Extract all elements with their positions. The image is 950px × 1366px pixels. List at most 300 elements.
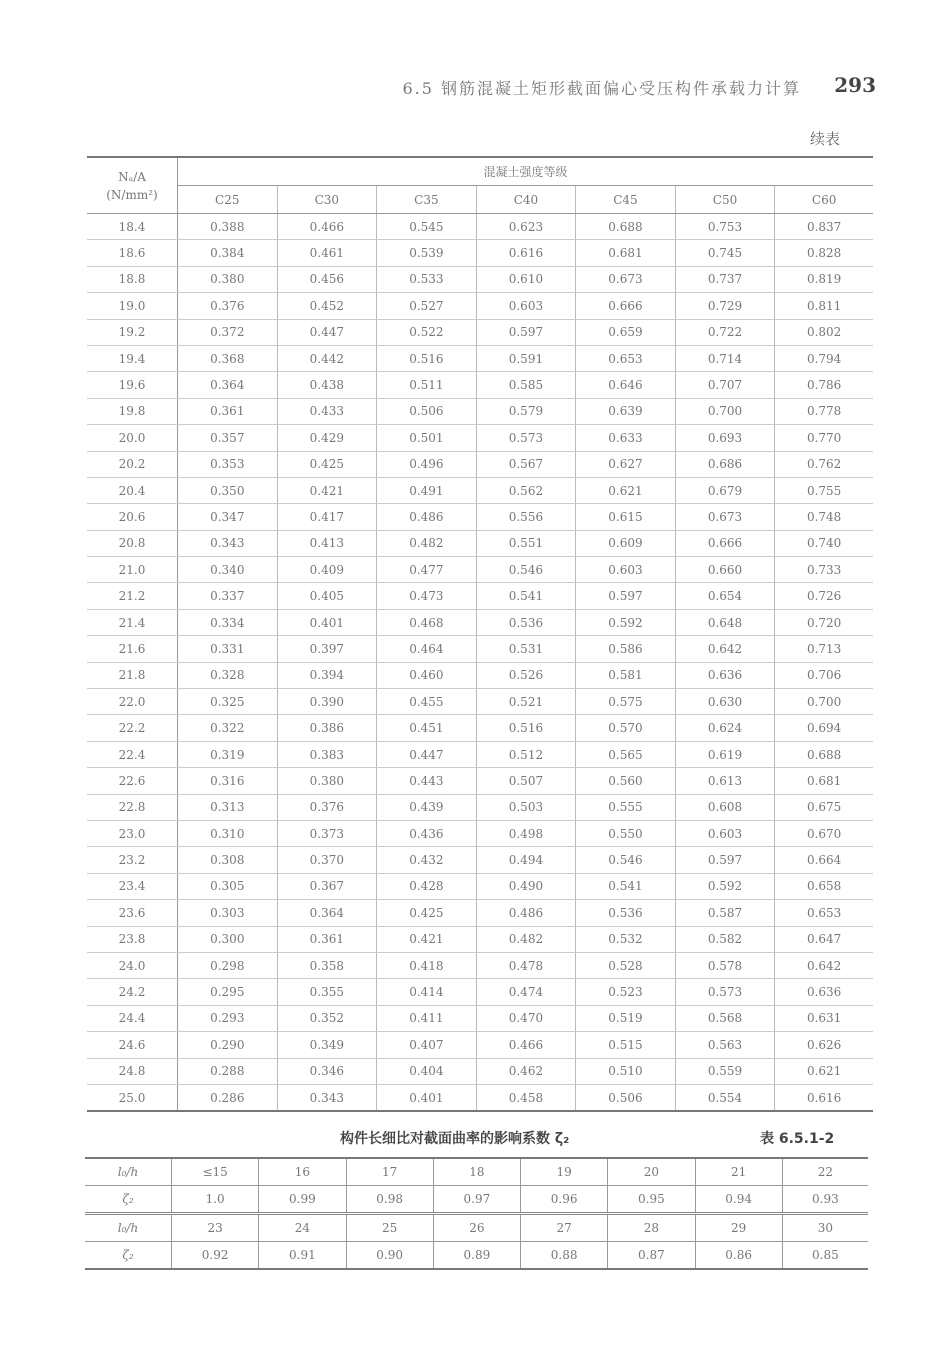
value-cell: 0.670 [775,820,873,846]
value-cell: 0.343 [178,530,278,556]
value-cell: 0.700 [775,689,873,715]
value-cell: 0.546 [576,847,676,873]
value-cell: 0.490 [476,873,576,899]
value-cell: 0.613 [675,768,775,794]
value-cell: 0.621 [576,477,676,503]
table-row [87,820,873,846]
value-cell: 0.337 [178,583,278,609]
value-cell: 0.659 [576,319,676,345]
value-cell: 0.585 [476,372,576,398]
value-cell: 0.541 [476,583,576,609]
value-cell: 0.461 [277,240,377,266]
value-cell: 0.541 [576,873,676,899]
value-cell: 0.290 [178,1032,278,1058]
value-cell: 0.639 [576,398,676,424]
zeta-row-label-cell: ζ₂ [85,1186,172,1214]
value-cell: 0.384 [178,240,278,266]
value-cell: 0.486 [476,900,576,926]
value-cell: 0.586 [576,636,676,662]
continued-label: 续表 [810,130,841,148]
table-row [87,451,873,477]
value-cell: 0.579 [476,398,576,424]
value-cell: 0.713 [775,636,873,662]
value-cell: 0.624 [675,715,775,741]
table-row [87,741,873,767]
value-cell: 0.581 [576,662,676,688]
table-row [87,979,873,1005]
value-cell: 0.675 [775,794,873,820]
zeta-value-cell: 25 [346,1214,433,1242]
value-cell: 0.565 [576,741,676,767]
value-cell: 0.531 [476,636,576,662]
table-row [87,900,873,926]
value-cell: 0.592 [675,873,775,899]
value-cell: 0.748 [775,504,873,530]
value-cell: 0.404 [377,1058,477,1084]
value-cell: 0.383 [277,741,377,767]
value-cell: 0.503 [476,794,576,820]
row-label-cell: 20.0 [87,425,178,451]
value-cell: 0.526 [476,662,576,688]
stress-coefficient-table [87,156,873,1112]
value-cell: 0.414 [377,979,477,1005]
value-cell: 0.555 [576,794,676,820]
value-cell: 0.694 [775,715,873,741]
row-label-cell: 23.4 [87,873,178,899]
zeta-row-label-cell: ζ₂ [122,1248,134,1262]
value-cell: 0.522 [377,319,477,345]
value-cell: 0.380 [277,768,377,794]
zeta-value-cell: 18 [433,1158,520,1186]
value-cell: 0.478 [476,952,576,978]
value-cell: 0.380 [178,266,278,292]
zeta-value-cell: 0.97 [433,1186,520,1214]
zeta-value-cell: ≤15 [172,1158,259,1186]
value-cell: 0.688 [576,214,676,240]
value-cell: 0.591 [476,345,576,371]
zeta-value-cell: 22 [782,1158,868,1186]
row-label-cell: 20.4 [87,477,178,503]
value-cell: 0.394 [277,662,377,688]
table-row [87,609,873,635]
value-cell: 0.349 [277,1032,377,1058]
zeta-table-row [85,1214,868,1242]
value-cell: 0.630 [675,689,775,715]
table-row [87,345,873,371]
value-cell: 0.310 [178,820,278,846]
value-cell: 0.397 [277,636,377,662]
value-cell: 0.545 [377,214,477,240]
value-cell: 0.664 [775,847,873,873]
table-row [87,952,873,978]
value-cell: 0.755 [775,477,873,503]
value-cell: 0.293 [178,1005,278,1031]
value-cell: 0.432 [377,847,477,873]
table-row [87,662,873,688]
column-header: C50 [675,186,775,214]
zeta-value-cell: 0.89 [433,1242,520,1270]
value-cell: 0.436 [377,820,477,846]
zeta-value-cell: 0.91 [259,1242,346,1270]
table-row [87,372,873,398]
zeta-value-cell: 24 [259,1214,346,1242]
value-cell: 0.794 [775,345,873,371]
row-label-cell: 19.6 [87,372,178,398]
value-cell: 0.319 [178,741,278,767]
value-cell: 0.573 [476,425,576,451]
row-label-cell: 21.2 [87,583,178,609]
value-cell: 0.466 [277,214,377,240]
row-label-cell: 24.0 [87,952,178,978]
table-row [87,636,873,662]
value-cell: 0.610 [476,266,576,292]
value-cell: 0.364 [277,900,377,926]
value-cell: 0.616 [476,240,576,266]
value-cell: 0.295 [178,979,278,1005]
value-cell: 0.498 [476,820,576,846]
value-cell: 0.305 [178,873,278,899]
value-cell: 0.570 [576,715,676,741]
zeta-value-cell: 0.96 [521,1186,608,1214]
value-cell: 0.550 [576,820,676,846]
value-cell: 0.386 [277,715,377,741]
value-cell: 0.494 [476,847,576,873]
value-cell: 0.477 [377,557,477,583]
value-cell: 0.616 [775,1084,873,1111]
value-cell: 0.786 [775,372,873,398]
value-cell: 0.707 [675,372,775,398]
value-cell: 0.516 [377,345,477,371]
value-cell: 0.666 [576,293,676,319]
value-cell: 0.559 [675,1058,775,1084]
value-cell: 0.753 [675,214,775,240]
value-cell: 0.340 [178,557,278,583]
value-cell: 0.456 [277,266,377,292]
table-row [87,557,873,583]
value-cell: 0.623 [476,214,576,240]
slenderness-coefficient-table [85,1157,868,1270]
value-cell: 0.486 [377,504,477,530]
value-cell: 0.536 [476,609,576,635]
zeta-value-cell: 0.94 [695,1186,782,1214]
value-cell: 0.597 [576,583,676,609]
table-row [87,1058,873,1084]
value-cell: 0.482 [476,926,576,952]
table-row [87,530,873,556]
table-row [87,1084,873,1111]
value-cell: 0.762 [775,451,873,477]
value-cell: 0.353 [178,451,278,477]
value-cell: 0.438 [277,372,377,398]
row-label-cell: 23.8 [87,926,178,952]
zeta-value-cell: 29 [695,1214,782,1242]
value-cell: 0.567 [476,451,576,477]
value-cell: 0.358 [277,952,377,978]
value-cell: 0.452 [277,293,377,319]
value-cell: 0.681 [576,240,676,266]
value-cell: 0.468 [377,609,477,635]
running-header [0,73,876,102]
value-cell: 0.533 [377,266,477,292]
value-cell: 0.608 [675,794,775,820]
value-cell: 0.621 [775,1058,873,1084]
value-cell: 0.536 [576,900,676,926]
row-label-cell: 23.0 [87,820,178,846]
value-cell: 0.658 [775,873,873,899]
value-cell: 0.737 [675,266,775,292]
value-cell: 0.563 [675,1032,775,1058]
table-row [87,794,873,820]
value-cell: 0.482 [377,530,477,556]
value-cell: 0.464 [377,636,477,662]
value-cell: 0.368 [178,345,278,371]
value-cell: 0.439 [377,794,477,820]
row-label-cell: 19.4 [87,345,178,371]
zeta-row-label-cell: l₀/h [85,1214,172,1242]
table-number: 表 6.5.1-2 [760,1131,835,1147]
value-cell: 0.325 [178,689,278,715]
value-cell: 0.501 [377,425,477,451]
value-cell: 0.443 [377,768,477,794]
value-cell: 0.357 [178,425,278,451]
zeta-row-label-cell: l₀/h [85,1158,172,1186]
value-cell: 0.491 [377,477,477,503]
value-cell: 0.462 [476,1058,576,1084]
value-cell: 0.729 [675,293,775,319]
value-cell: 0.308 [178,847,278,873]
column-header: C40 [476,186,576,214]
row-label-cell: 18.4 [87,214,178,240]
value-cell: 0.322 [178,715,278,741]
value-cell: 0.442 [277,345,377,371]
value-cell: 0.417 [277,504,377,530]
row-label-cell: 21.4 [87,609,178,635]
value-cell: 0.409 [277,557,377,583]
value-cell: 0.603 [576,557,676,583]
zeta-table-row [85,1158,868,1186]
value-cell: 0.346 [277,1058,377,1084]
value-cell: 0.418 [377,952,477,978]
value-cell: 0.413 [277,530,377,556]
table-row [87,926,873,952]
value-cell: 0.666 [675,530,775,556]
value-cell: 0.568 [675,1005,775,1031]
value-cell: 0.334 [178,609,278,635]
table-row [87,847,873,873]
value-cell: 0.654 [675,583,775,609]
column-header: C45 [576,186,676,214]
row-label-cell: 22.0 [87,689,178,715]
value-cell: 0.573 [675,979,775,1005]
value-cell: 0.722 [675,319,775,345]
table-row [87,873,873,899]
table-row [87,214,873,240]
value-cell: 0.425 [277,451,377,477]
row-label-cell: 24.4 [87,1005,178,1031]
row-header-corner [87,157,178,214]
value-cell: 0.390 [277,689,377,715]
zeta-value-cell: 16 [259,1158,346,1186]
value-cell: 0.313 [178,794,278,820]
value-cell: 0.700 [675,398,775,424]
value-cell: 0.627 [576,451,676,477]
value-cell: 0.350 [178,477,278,503]
value-cell: 0.455 [377,689,477,715]
value-cell: 0.388 [178,214,278,240]
row-label-cell: 20.2 [87,451,178,477]
row-header-symbol: Nₐ/A [118,169,146,184]
value-cell: 0.582 [675,926,775,952]
row-label-cell: 19.2 [87,319,178,345]
row-label-cell: 18.8 [87,266,178,292]
value-cell: 0.681 [775,768,873,794]
value-cell: 0.401 [277,609,377,635]
value-cell: 0.355 [277,979,377,1005]
value-cell: 0.506 [377,398,477,424]
value-cell: 0.636 [675,662,775,688]
value-cell: 0.597 [675,847,775,873]
zeta-value-cell: 28 [608,1214,695,1242]
table-row [87,504,873,530]
value-cell: 0.507 [476,768,576,794]
value-cell: 0.372 [178,319,278,345]
value-cell: 0.451 [377,715,477,741]
value-cell: 0.539 [377,240,477,266]
row-label-cell: 23.6 [87,900,178,926]
value-cell: 0.560 [576,768,676,794]
table-row [87,319,873,345]
value-cell: 0.425 [377,900,477,926]
table-row [87,240,873,266]
value-cell: 0.646 [576,372,676,398]
value-cell: 0.428 [377,873,477,899]
value-cell: 0.473 [377,583,477,609]
column-header: C30 [277,186,377,214]
value-cell: 0.778 [775,398,873,424]
value-cell: 0.343 [277,1084,377,1111]
table-row [87,689,873,715]
table-caption: 构件长细比对截面曲率的影响系数 ζ₂ [340,1131,570,1147]
zeta-value-cell: 0.93 [782,1186,868,1214]
value-cell: 0.562 [476,477,576,503]
concrete-grade-group-header: 混凝土强度等级 [178,157,874,186]
value-cell: 0.328 [178,662,278,688]
value-cell: 0.316 [178,768,278,794]
zeta-value-cell: 0.95 [608,1186,695,1214]
value-cell: 0.401 [377,1084,477,1111]
value-cell: 0.474 [476,979,576,1005]
zeta-value-cell: 0.88 [521,1242,608,1270]
value-cell: 0.653 [576,345,676,371]
value-cell: 0.551 [476,530,576,556]
row-label-cell: 21.6 [87,636,178,662]
row-label-cell: 25.0 [87,1084,178,1111]
table-row [87,768,873,794]
column-header: C35 [377,186,477,214]
value-cell: 0.575 [576,689,676,715]
zeta-value-cell: 19 [521,1158,608,1186]
value-cell: 0.636 [775,979,873,1005]
value-cell: 0.642 [775,952,873,978]
value-cell: 0.411 [377,1005,477,1031]
value-cell: 0.364 [178,372,278,398]
row-label-cell: 22.4 [87,741,178,767]
value-cell: 0.648 [675,609,775,635]
column-header: C60 [775,186,873,214]
value-cell: 0.288 [178,1058,278,1084]
value-cell: 0.679 [675,477,775,503]
row-label-cell: 21.8 [87,662,178,688]
value-cell: 0.811 [775,293,873,319]
value-cell: 0.506 [576,1084,676,1111]
value-cell: 0.554 [675,1084,775,1111]
page-number: 293 [834,73,876,97]
value-cell: 0.673 [576,266,676,292]
value-cell: 0.693 [675,425,775,451]
value-cell: 0.466 [476,1032,576,1058]
value-cell: 0.470 [476,1005,576,1031]
table-row [87,1005,873,1031]
value-cell: 0.407 [377,1032,477,1058]
value-cell: 0.523 [576,979,676,1005]
value-cell: 0.361 [277,926,377,952]
table-row [87,583,873,609]
value-cell: 0.631 [775,1005,873,1031]
value-cell: 0.421 [277,477,377,503]
zeta-value-cell: 27 [521,1214,608,1242]
value-cell: 0.819 [775,266,873,292]
value-cell: 0.512 [476,741,576,767]
zeta-value-cell: 30 [782,1214,868,1242]
value-cell: 0.619 [675,741,775,767]
value-cell: 0.528 [576,952,676,978]
value-cell: 0.527 [377,293,477,319]
value-cell: 0.706 [775,662,873,688]
value-cell: 0.745 [675,240,775,266]
table-row [87,293,873,319]
value-cell: 0.660 [675,557,775,583]
zeta-value-cell: 21 [695,1158,782,1186]
zeta-table-row [85,1186,868,1214]
zeta-value-cell: 0.85 [782,1242,868,1270]
row-label-cell: 18.6 [87,240,178,266]
value-cell: 0.587 [675,900,775,926]
zeta-table-body [85,1158,868,1269]
value-cell: 0.556 [476,504,576,530]
zeta-value-cell: 0.86 [695,1242,782,1270]
value-cell: 0.686 [675,451,775,477]
value-cell: 0.511 [377,372,477,398]
value-cell: 0.515 [576,1032,676,1058]
zeta-value-cell: 0.98 [346,1186,433,1214]
value-cell: 0.447 [377,741,477,767]
value-cell: 0.286 [178,1084,278,1111]
table-row [87,425,873,451]
zeta-table-row [85,1242,868,1270]
value-cell: 0.352 [277,1005,377,1031]
row-label-cell: 20.6 [87,504,178,530]
zeta-value-cell: 0.92 [172,1242,259,1270]
value-cell: 0.460 [377,662,477,688]
value-cell: 0.532 [576,926,676,952]
value-cell: 0.496 [377,451,477,477]
value-cell: 0.429 [277,425,377,451]
table-row [87,477,873,503]
zeta-value-cell: 1.0 [172,1186,259,1214]
value-cell: 0.367 [277,873,377,899]
row-label-cell: 23.2 [87,847,178,873]
value-cell: 0.361 [178,398,278,424]
